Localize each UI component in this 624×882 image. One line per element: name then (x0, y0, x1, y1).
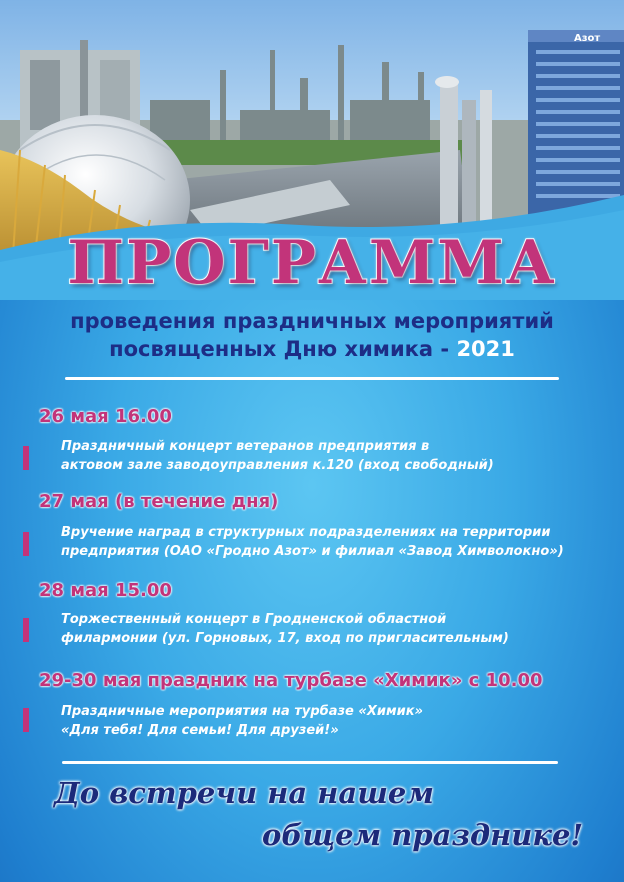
event-3-line-2: филармонии (ул. Горновых, 17, вход по пригласительным) (61, 631, 509, 646)
event-date-2: 27 мая (в течение дня) (39, 491, 279, 512)
accent-bar-1 (23, 446, 29, 470)
subtitle-line-2 (0, 337, 624, 361)
event-description-1 (61, 437, 621, 475)
page-title: ПРОГРАММА (67, 228, 557, 298)
slogan-line-1: До встречи на нашем (54, 776, 434, 810)
accent-bar-4 (23, 708, 29, 732)
event-1-line-1: Праздничный концерт ветеранов предприятия в (61, 439, 430, 454)
subtitle-text: посвященных Дню химика - (109, 337, 450, 361)
subtitle-line-1: проведения праздничных мероприятий (70, 309, 554, 333)
event-3-line-1: Торжественный концерт в Гродненской областной (61, 612, 447, 627)
event-4-line-2: «Для тебя! Для семьи! Для друзей!» (61, 723, 339, 738)
divider-top (65, 377, 559, 380)
accent-bar-2 (23, 532, 29, 556)
event-date-1: 26 мая 16.00 (39, 406, 172, 427)
divider-bottom (62, 761, 558, 764)
event-description-3 (61, 610, 621, 648)
slogan-line-2: общем празднике! (262, 818, 584, 852)
accent-bar-3 (23, 618, 29, 642)
event-4-line-1: Праздничные мероприятия на турбазе «Химик» (61, 704, 423, 719)
building-sign: Азот (574, 33, 601, 44)
event-date-4: 29-30 мая праздник на турбазе «Химик» с 10.00 (39, 670, 543, 691)
event-2-line-2: предприятия (ОАО «Гродно Азот» и филиал «Завод Химволокно») (61, 544, 564, 559)
year: 2021 (456, 337, 515, 361)
event-description-4 (61, 702, 621, 740)
event-description-2 (61, 523, 621, 561)
event-1-line-2: актовом зале заводоуправления к.120 (вход свободный) (61, 458, 494, 473)
event-date-3: 28 мая 15.00 (39, 580, 172, 601)
event-2-line-1: Вручение наград в структурных подразделениях на территории (61, 525, 551, 540)
